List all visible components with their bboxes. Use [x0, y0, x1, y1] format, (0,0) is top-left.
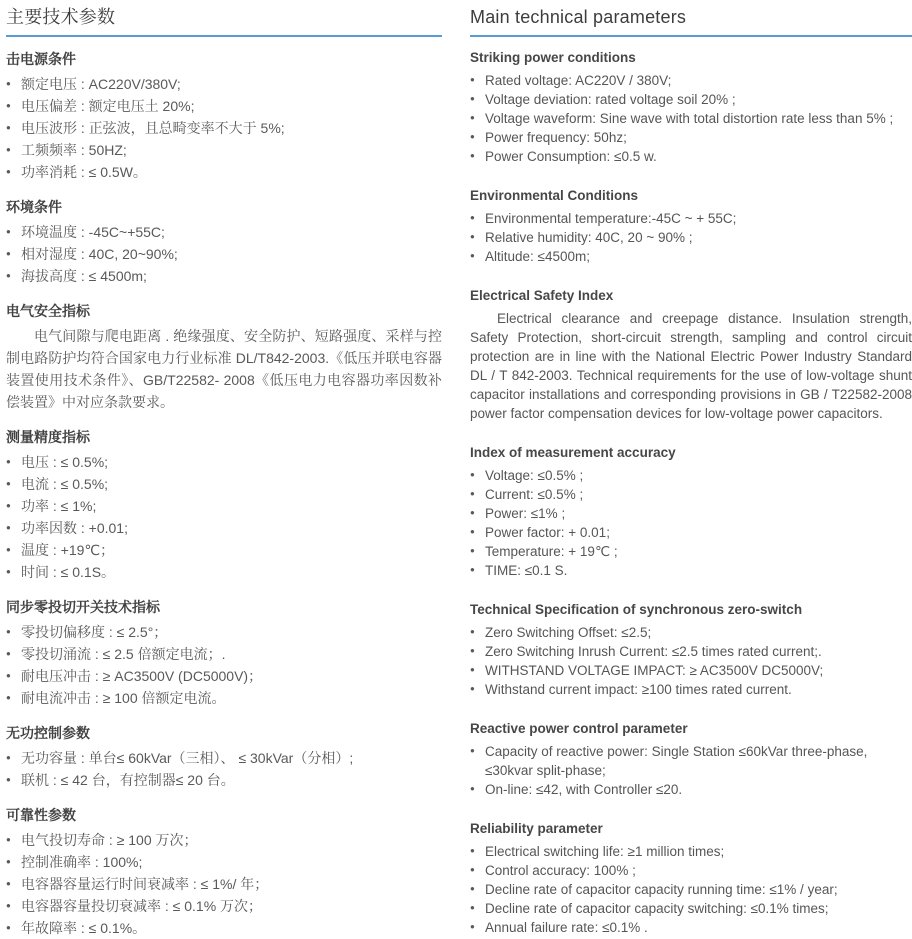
- section-list: [6, 451, 442, 583]
- spec-item: ● 相对湿度 : 40C, 20~90%;: [6, 243, 442, 265]
- spec-item: ● Control accuracy: 100% ;: [470, 861, 912, 880]
- section-list: [470, 209, 912, 266]
- safety-paragraph-zh: 电气间隙与爬电距离 . 绝缘强度、安全防护、短路强度、采样与控制电路防护均符合国家电力行业标准 DL/T842-2003.《低压并联电容器装置使用技术条件》、GB/T22582- 2008《低压电力电容器功率因数补偿装置》中对应条款要求。: [6, 328, 442, 410]
- spec-item: ● Power Consumption: ≤0.5 w.: [470, 147, 912, 166]
- section-heading-zero-switch-zh: 同步零投切开关技术指标: [6, 599, 160, 615]
- section-heading-safety-en: Electrical Safety Index: [470, 288, 614, 303]
- spec-item: ● 耐电流冲击 : ≥ 100 倍额定电流。: [6, 687, 442, 709]
- spec-item: ● Power: ≤1% ;: [470, 504, 912, 523]
- spec-item: ● Zero Switching Offset: ≤2.5;: [470, 623, 912, 642]
- chinese-title-block: [6, 6, 442, 37]
- section-list: [6, 747, 442, 791]
- spec-item: ● 电流 : ≤ 0.5%;: [6, 473, 442, 495]
- spec-item: ● 时间 : ≤ 0.1S。: [6, 561, 442, 583]
- section-heading-reliability-zh: 可靠性参数: [6, 807, 76, 823]
- spec-item: ● 控制准确率 : 100%;: [6, 851, 442, 873]
- spec-item: ● 年故障率 : ≤ 0.1%。: [6, 917, 442, 939]
- section-list: [6, 73, 442, 183]
- spec-item: ● Withstand current impact: ≥100 times rated current.: [470, 680, 912, 699]
- section-heading-power-conditions-en: Striking power conditions: [470, 50, 636, 65]
- section-list: [470, 466, 912, 580]
- section-list: [470, 842, 912, 937]
- spec-item: ● 零投切偏移度 : ≤ 2.5°；: [6, 621, 442, 643]
- section-heading-reliability-en: Reliability parameter: [470, 821, 603, 836]
- section-heading-power-conditions-zh: 击电源条件: [6, 51, 76, 67]
- spec-item: ● Decline rate of capacitor capacity running time: ≤1% / year;: [470, 880, 912, 899]
- spec-item: ● 联机 : ≤ 42 台，有控制器≤ 20 台。: [6, 769, 442, 791]
- section-heading-environment-en: Environmental Conditions: [470, 188, 639, 203]
- section-heading-reactive-en: Reactive power control parameter: [470, 721, 688, 736]
- section-heading-accuracy-en: Index of measurement accuracy: [470, 445, 676, 460]
- section-list: [470, 71, 912, 166]
- spec-item: ● 工频频率 : 50HZ;: [6, 139, 442, 161]
- section-list: [470, 623, 912, 699]
- section-heading-zero-switch-en: Technical Specification of synchronous zero-switch: [470, 602, 803, 617]
- spec-item: ● Power frequency: 50hz;: [470, 128, 912, 147]
- spec-item: ● 电压 : ≤ 0.5%;: [6, 451, 442, 473]
- spec-item: ● Rated voltage: AC220V / 380V;: [470, 71, 912, 90]
- spec-item: ● Power factor: + 0.01;: [470, 523, 912, 542]
- spec-item: ● 功率 : ≤ 1%;: [6, 495, 442, 517]
- spec-item: ● 电气投切寿命 : ≥ 100 万次；: [6, 829, 442, 851]
- section-heading-accuracy-zh: 测量精度指标: [6, 429, 90, 445]
- spec-item: ● TIME: ≤0.1 S.: [470, 561, 912, 580]
- section-heading-reactive-zh: 无功控制参数: [6, 725, 90, 741]
- spec-item: ● Zero Switching Inrush Current: ≤2.5 times rated current;.: [470, 642, 912, 661]
- section-heading-environment-zh: 环境条件: [6, 199, 62, 215]
- spec-item: ● 电压偏差 : 额定电压土 20%;: [6, 95, 442, 117]
- spec-item: ● WITHSTAND VOLTAGE IMPACT: ≥ AC3500V DC5000V;: [470, 661, 912, 680]
- spec-item: ● Temperature: + 19℃ ;: [470, 542, 912, 561]
- spec-item: ● On-line: ≤42, with Controller ≤20.: [470, 780, 912, 799]
- spec-item: ● 电容器容量投切衰减率 : ≤ 0.1% 万次；: [6, 895, 442, 917]
- spec-item: ● 耐电压冲击 : ≥ AC3500V (DC5000V)；: [6, 665, 442, 687]
- section-list: [6, 221, 442, 287]
- spec-item: ● Voltage: ≤0.5% ;: [470, 466, 912, 485]
- spec-item: ● Capacity of reactive power: Single Station ≤60kVar three-phase, ≤30kvar split-phase;: [470, 742, 912, 780]
- spec-item: ● 功率因数 : +0.01;: [6, 517, 442, 539]
- spec-item: ● Current: ≤0.5% ;: [470, 485, 912, 504]
- english-title-block: [470, 6, 912, 37]
- spec-item: ● 海拔高度 : ≤ 4500m;: [6, 265, 442, 287]
- page-title-en: Main technical parameters: [470, 7, 687, 27]
- page-title-zh: 主要技术参数: [6, 7, 116, 27]
- safety-paragraph-en: Electrical clearance and creepage distance. Insulation strength, Safety Protection, short-circuit strength, sampling and control circuit protection are in line with the National Electric Power Industry Standard DL / T 842-2003. Technical requirements for the use of low-voltage shunt capacitor installations and corresponding provisions in GB / T22582-2008 power factor compensation devices for low-voltage power capacitors.: [470, 311, 912, 421]
- section-list: [470, 742, 912, 799]
- spec-item: ● Environmental temperature:-45C ~ + 55C;: [470, 209, 912, 228]
- spec-item: ● Voltage waveform: Sine wave with total distortion rate less than 5% ;: [470, 109, 912, 128]
- spec-item: ● Annual failure rate: ≤0.1% .: [470, 918, 912, 937]
- spec-item: ● Electrical switching life: ≥1 million times;: [470, 842, 912, 861]
- spec-item: ● Relative humidity: 40C, 20 ~ 90% ;: [470, 228, 912, 247]
- english-column: [470, 6, 912, 939]
- spec-item: ● 电容器容量运行时间衰减率 : ≤ 1%/ 年；: [6, 873, 442, 895]
- chinese-column: [6, 6, 442, 939]
- spec-item: ● Decline rate of capacitor capacity switching: ≤0.1% times;: [470, 899, 912, 918]
- section-heading-safety-zh: 电气安全指标: [6, 303, 90, 319]
- section-list: [6, 621, 442, 709]
- spec-item: ● Voltage deviation: rated voltage soil 20% ;: [470, 90, 912, 109]
- spec-item: ● 功率消耗 : ≤ 0.5W。: [6, 161, 442, 183]
- spec-item: ● 电压波形 : 正弦波，且总畸变率不大于 5%;: [6, 117, 442, 139]
- spec-item: ● 无功容量 : 单台≤ 60kVar（三相）、 ≤ 30kVar（分相）;: [6, 747, 442, 769]
- section-list: [6, 829, 442, 939]
- spec-item: ● 额定电压 : AC220V/380V;: [6, 73, 442, 95]
- spec-item: ● 环境温度 : -45C~+55C;: [6, 221, 442, 243]
- spec-item: ● Altitude: ≤4500m;: [470, 247, 912, 266]
- spec-item: ● 温度 : +19℃；: [6, 539, 442, 561]
- spec-item: ● 零投切涌流 : ≤ 2.5 倍额定电流；.: [6, 643, 442, 665]
